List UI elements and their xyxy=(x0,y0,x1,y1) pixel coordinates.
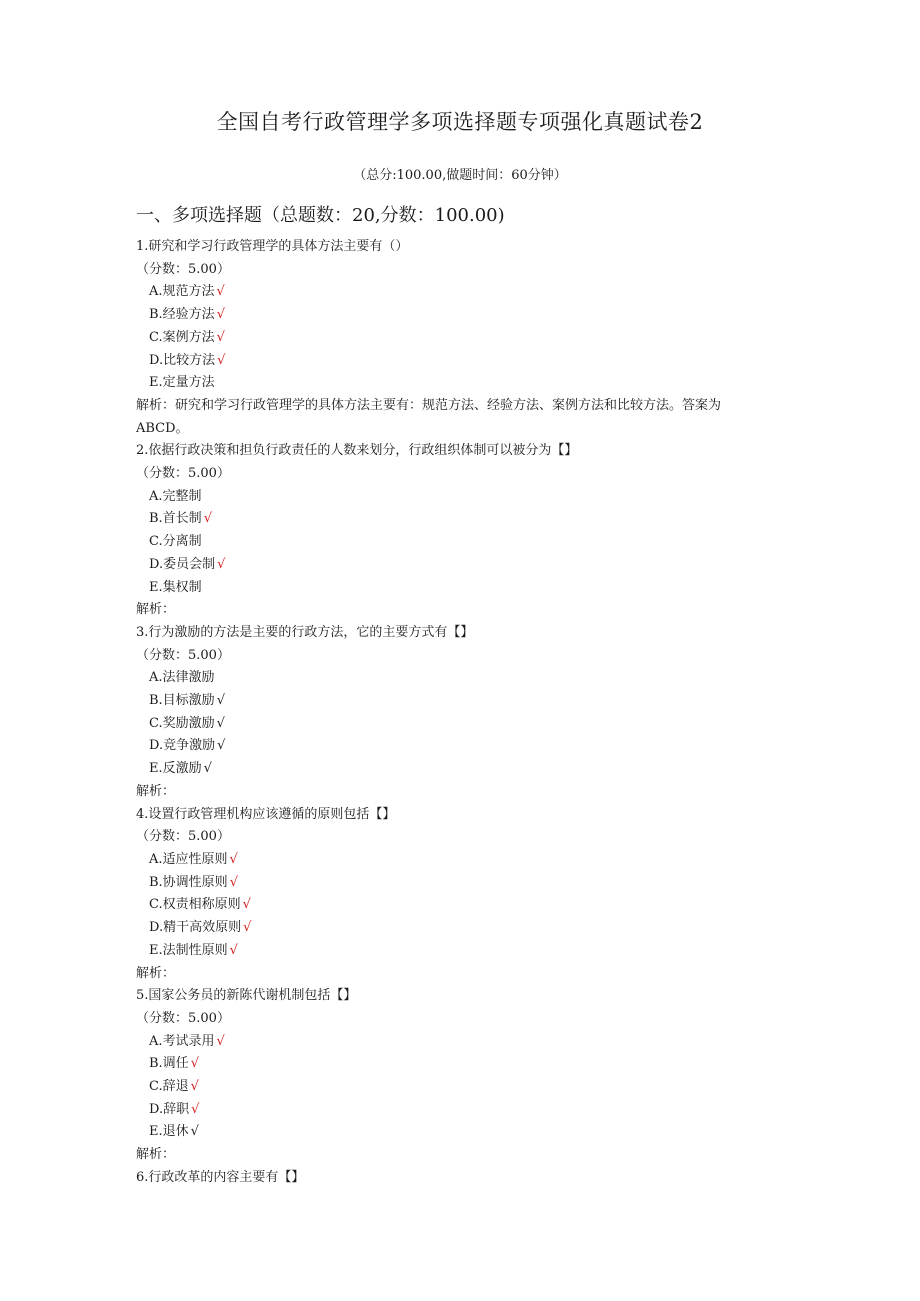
check-mark-icon: √ xyxy=(229,851,238,867)
option-item: B.首长制 √ xyxy=(149,511,212,527)
option-item: A.规范方法 √ xyxy=(149,284,225,300)
option-item: B.目标激励 √ xyxy=(149,693,225,709)
option-item: B.调任 √ xyxy=(149,1056,199,1072)
option-item: E.反激励 √ xyxy=(149,761,212,777)
check-mark-icon: √ xyxy=(216,715,225,731)
analysis-label: 解析： xyxy=(136,602,176,618)
check-mark-icon: √ xyxy=(190,1079,199,1095)
option-item: B.协调性原则 √ xyxy=(149,874,238,890)
check-mark-icon: √ xyxy=(203,761,212,777)
option-item: E.退休 √ xyxy=(149,1124,199,1140)
question-stem: 6.行政改革的内容主要有【】 xyxy=(136,1169,305,1185)
option-item: C.奖励激励 √ xyxy=(149,715,225,731)
question-score: （分数：5.00） xyxy=(136,829,230,845)
question-score: （分数：5.00） xyxy=(136,647,230,663)
question-stem: 4.设置行政管理机构应该遵循的原则包括【】 xyxy=(136,806,396,822)
analysis-label: 解析： xyxy=(136,965,176,981)
option-item: A.适应性原则 √ xyxy=(149,851,238,867)
check-mark-icon: √ xyxy=(216,329,225,345)
check-mark-icon: √ xyxy=(190,1056,199,1072)
option-item: D.竞争激励 √ xyxy=(149,738,226,754)
check-mark-icon: √ xyxy=(243,920,252,936)
option-item: A.完整制 xyxy=(149,488,202,504)
option-item: A.法律激励 xyxy=(149,670,215,686)
check-mark-icon: √ xyxy=(229,942,238,958)
analysis-label: 解析： xyxy=(136,1147,176,1163)
check-mark-icon: √ xyxy=(190,1124,199,1140)
option-item: C.辞退 √ xyxy=(149,1079,199,1095)
question-stem: 1.研究和学习行政管理学的具体方法主要有（） xyxy=(136,239,409,254)
check-mark-icon: √ xyxy=(217,556,226,572)
option-item: B.经验方法 √ xyxy=(149,307,225,323)
option-item: E.法制性原则 √ xyxy=(149,942,238,958)
option-item: C.权责相称原则 √ xyxy=(149,897,251,913)
check-mark-icon: √ xyxy=(217,352,226,368)
exam-meta: （总分:100.00,做题时间：60分钟） xyxy=(353,168,567,183)
check-mark-icon: √ xyxy=(203,511,212,527)
section-heading: 一、多项选择题（总题数：20,分数：100.00) xyxy=(136,205,505,226)
check-mark-icon: √ xyxy=(217,738,226,754)
option-item: C.分离制 xyxy=(149,534,202,550)
check-mark-icon: √ xyxy=(216,284,225,300)
question-stem: 2.依据行政决策和担负行政责任的人数来划分，行政组织体制可以被分为【】 xyxy=(136,443,578,459)
document-title: 全国自考行政管理学多项选择题专项强化真题试卷2 xyxy=(216,110,704,134)
question-score: （分数：5.00） xyxy=(136,466,230,482)
check-mark-icon: √ xyxy=(242,897,251,913)
check-mark-icon: √ xyxy=(216,693,225,709)
question-score: （分数：5.00） xyxy=(136,261,230,277)
check-mark-icon: √ xyxy=(229,874,238,890)
option-item: D.辞职 √ xyxy=(149,1101,200,1117)
question-stem: 5.国家公务员的新陈代谢机制包括【】 xyxy=(136,988,357,1004)
option-item: C.案例方法 √ xyxy=(149,329,225,345)
analysis-text: 解析：研究和学习行政管理学的具体方法主要有：规范方法、经验方法、案例方法和比较方法。答案为 xyxy=(136,397,722,413)
question-list xyxy=(136,236,786,1190)
question-stem: 3.行为激励的方法是主要的行政方法，它的主要方式有【】 xyxy=(136,624,474,640)
option-item: D.比较方法 √ xyxy=(149,352,226,368)
check-mark-icon: √ xyxy=(216,1033,225,1049)
check-mark-icon: √ xyxy=(216,307,225,323)
option-item: E.定量方法 xyxy=(149,375,215,391)
check-mark-icon: √ xyxy=(191,1101,200,1117)
option-item: E.集权制 xyxy=(149,579,202,595)
question-score: （分数：5.00） xyxy=(136,1010,230,1026)
analysis-label: 解析： xyxy=(136,783,176,799)
option-item: D.精干高效原则 √ xyxy=(149,920,252,936)
option-item: A.考试录用 √ xyxy=(149,1033,225,1049)
analysis-text-cont: ABCD。 xyxy=(136,420,189,436)
option-item: D.委员会制 √ xyxy=(149,556,226,572)
